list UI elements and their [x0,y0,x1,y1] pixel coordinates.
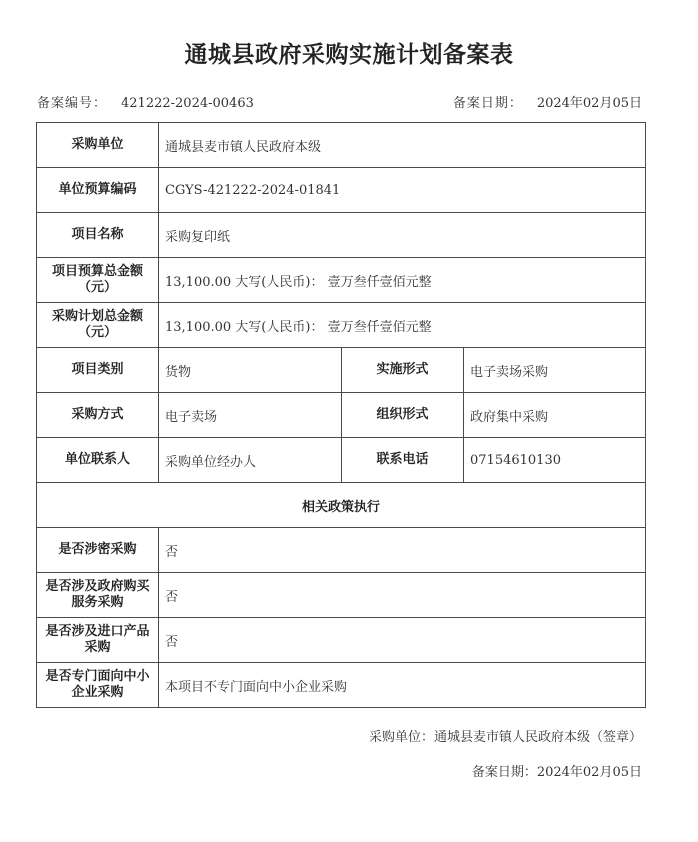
project-type-label: 项目类别 [37,348,159,393]
budget-total-value: 13,100.00 大写(人民币)： 壹万叁仟壹佰元整 [159,258,646,303]
table-row [37,573,646,618]
purchase-method-label: 采购方式 [37,393,159,438]
project-name-value: 采购复印纸 [159,213,646,258]
budget-total-label: 项目预算总金额（元） [37,258,159,303]
unit-value: 通城县麦市镇人民政府本级 [159,123,646,168]
table-row [37,303,646,348]
gov-service-label: 是否涉及政府购买服务采购 [37,573,159,618]
phone-label: 联系电话 [342,438,464,483]
footer-record-date: 备案日期：2024年02月05日 [471,765,642,780]
record-date [453,92,642,111]
table-row [37,483,646,528]
table-row [37,168,646,213]
record-number [37,92,254,111]
purchase-method-value: 电子卖场 [159,393,342,438]
table-row [37,213,646,258]
footer-unit-signature: 采购单位：通城县麦市镇人民政府本级（签章） [368,730,642,745]
table-row [37,438,646,483]
record-number-value: 421222-2024-00463 [121,96,254,111]
gov-service-value: 否 [159,573,646,618]
policy-section-title: 相关政策执行 [37,483,646,528]
page-title: 通城县政府采购实施计划备案表 [184,42,514,68]
record-date-value: 2024年02月05日 [536,96,642,111]
table-row [37,123,646,168]
record-table [36,122,646,708]
classified-label: 是否涉密采购 [37,528,159,573]
org-form-label: 组织形式 [342,393,464,438]
sme-label: 是否专门面向中小企业采购 [37,663,159,708]
org-form-value: 政府集中采购 [464,393,646,438]
table-row [37,528,646,573]
contact-value: 采购单位经办人 [159,438,342,483]
table-row [37,393,646,438]
impl-form-label: 实施形式 [342,348,464,393]
budget-code-label: 单位预算编码 [37,168,159,213]
sme-value: 本项目不专门面向中小企业采购 [159,663,646,708]
import-value: 否 [159,618,646,663]
classified-value: 否 [159,528,646,573]
table-row [37,663,646,708]
plan-total-label: 采购计划总金额（元） [37,303,159,348]
record-number-label: 备案编号： [37,96,108,111]
phone-value: 07154610130 [464,438,646,483]
import-label: 是否涉及进口产品采购 [37,618,159,663]
unit-label: 采购单位 [37,123,159,168]
table-row [37,618,646,663]
contact-label: 单位联系人 [37,438,159,483]
budget-code-value: CGYS-421222-2024-01841 [159,168,646,213]
project-name-label: 项目名称 [37,213,159,258]
impl-form-value: 电子卖场采购 [464,348,646,393]
table-row [37,258,646,303]
project-type-value: 货物 [159,348,342,393]
record-date-label: 备案日期： [452,96,523,111]
table-row [37,348,646,393]
plan-total-value: 13,100.00 大写(人民币)： 壹万叁仟壹佰元整 [159,303,646,348]
